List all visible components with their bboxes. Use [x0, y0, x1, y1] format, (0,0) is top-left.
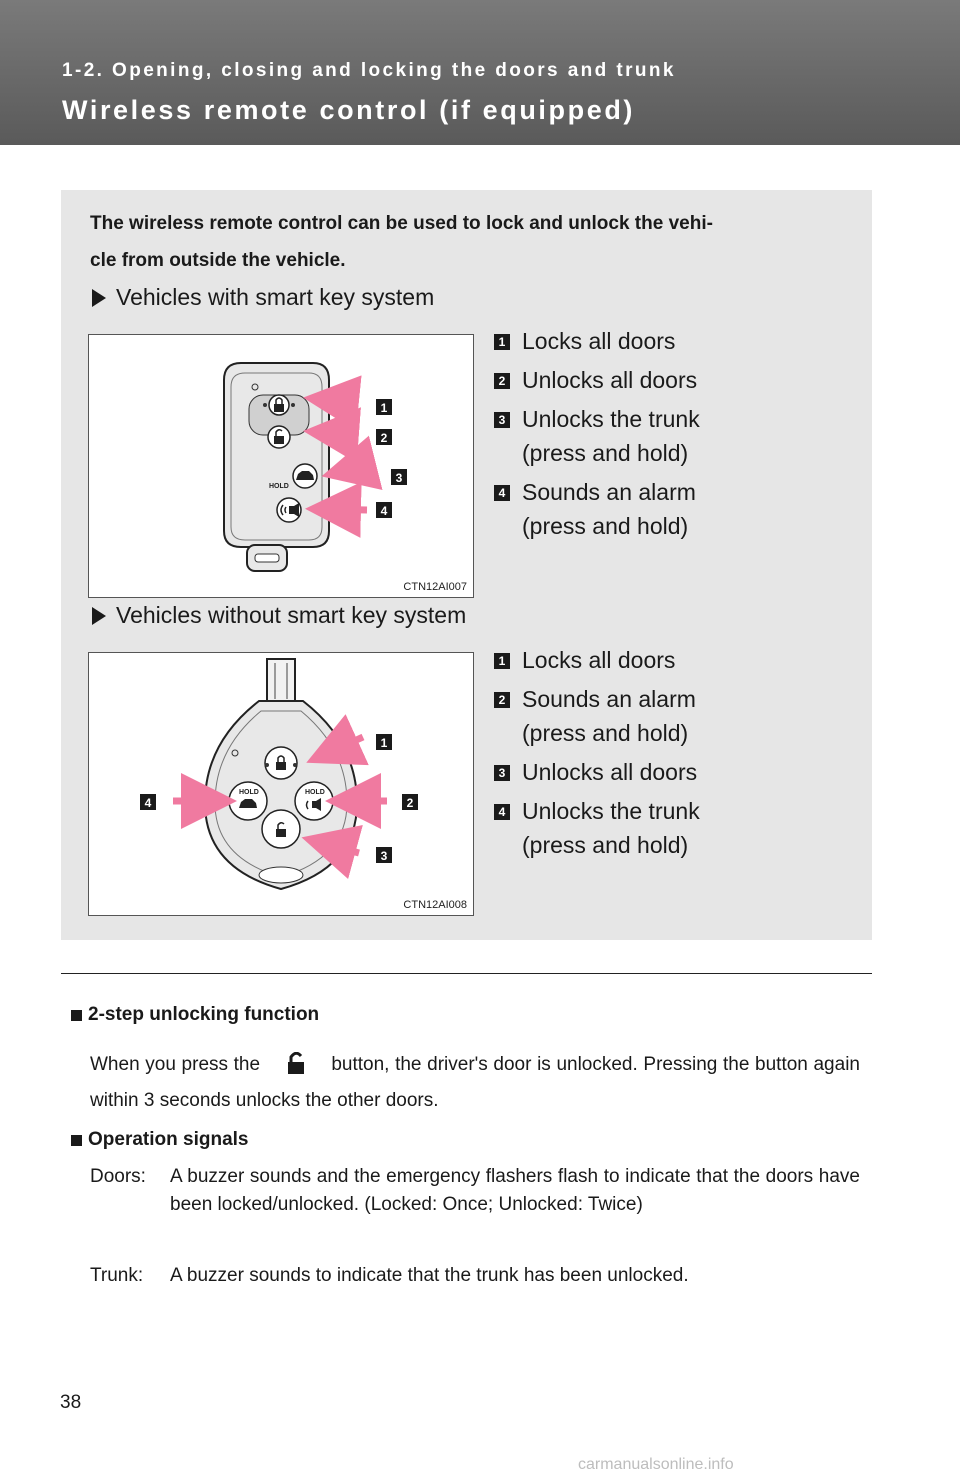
number-badge: 2 — [494, 692, 510, 708]
smart-key-illustration — [89, 335, 473, 597]
list-item-text: Sounds an alarm (press and hold) — [522, 479, 696, 539]
list-item-text: Locks all doors — [522, 647, 676, 673]
no-smart-key-heading — [92, 602, 466, 629]
square-bullet-icon — [71, 1010, 82, 1021]
list-item-text: Locks all doors — [522, 328, 676, 354]
operation-signals-heading — [71, 1129, 248, 1151]
signal-text: A buzzer sounds to indicate that the trunk has been unlocked. — [170, 1265, 689, 1286]
number-badge: 4 — [494, 804, 510, 820]
signal-label: Doors: — [90, 1166, 146, 1187]
smart-key-callout-1: 1 — [380, 401, 388, 415]
triangle-bullet-icon — [92, 289, 106, 307]
smart-key-callout-2: 2 — [380, 431, 388, 445]
list-item — [494, 402, 854, 470]
list-item-text: Sounds an alarm (press and hold) — [522, 686, 696, 746]
number-badge: 3 — [494, 765, 510, 781]
no-smart-key-hold-label-left: HOLD — [239, 789, 259, 796]
two-step-text-after: button, the driver's door is unlocked. Pressing the button again within 3 seconds unlocks the other doors. — [90, 1054, 860, 1111]
operation-signals-heading-text: Operation signals — [88, 1129, 249, 1150]
no-smart-key-list — [494, 643, 854, 867]
no-smart-key-callout-1: 1 — [380, 736, 388, 750]
smart-key-heading — [92, 284, 434, 311]
signal-label: Trunk: — [90, 1265, 144, 1286]
no-smart-key-figure — [88, 652, 474, 916]
smart-key-callout-3: 3 — [395, 471, 403, 485]
number-badge: 2 — [494, 373, 510, 389]
section-divider — [61, 973, 872, 974]
no-smart-key-figure-code: CTN12AI008 — [403, 899, 467, 911]
smart-key-heading-text: Vehicles with smart key system — [116, 284, 435, 310]
page-header — [0, 0, 960, 145]
smart-key-callout-4: 4 — [380, 504, 388, 518]
page-number: 38 — [60, 1392, 82, 1413]
two-step-heading-text: 2-step unlocking function — [88, 1004, 320, 1025]
list-item-text: Unlocks all doors — [522, 759, 698, 785]
no-smart-key-illustration — [89, 653, 473, 915]
triangle-bullet-icon — [92, 607, 106, 625]
list-item — [494, 324, 854, 358]
smart-key-hold-label: HOLD — [269, 483, 289, 490]
square-bullet-icon — [71, 1135, 82, 1146]
no-smart-key-callout-4: 4 — [144, 796, 152, 810]
two-step-paragraph — [90, 1047, 860, 1119]
list-item-text: Unlocks the trunk (press and hold) — [522, 798, 700, 858]
watermark: carmanualsonline.info — [578, 1456, 734, 1473]
number-badge: 1 — [494, 653, 510, 669]
no-smart-key-heading-text: Vehicles without smart key system — [116, 602, 467, 628]
list-item — [494, 363, 854, 397]
smart-key-list — [494, 324, 854, 548]
smart-key-figure — [88, 334, 474, 598]
list-item-text: Unlocks all doors — [522, 367, 698, 393]
list-item — [494, 643, 854, 677]
list-item — [494, 475, 854, 543]
page-title: Wireless remote control (if equipped) — [62, 95, 636, 125]
number-badge: 3 — [494, 412, 510, 428]
signal-text: A buzzer sounds and the emergency flashers flash to indicate that the doors have been locked/unlocked. (Locked: Once; Unlocked: Twice) — [170, 1166, 860, 1215]
list-item — [494, 794, 854, 862]
signal-row-trunk — [90, 1262, 860, 1290]
intro-text: The wireless remote control can be used to lock and unlock the vehi- cle from outside the vehicle. — [90, 213, 713, 271]
no-smart-key-hold-label-right: HOLD — [305, 789, 325, 796]
two-step-text-before: When you press the — [90, 1054, 261, 1075]
unlock-icon — [266, 1052, 326, 1074]
list-item — [494, 682, 854, 750]
no-smart-key-callout-3: 3 — [380, 849, 388, 863]
two-step-heading — [71, 1004, 319, 1026]
list-item-text: Unlocks the trunk (press and hold) — [522, 406, 700, 466]
no-smart-key-callout-2: 2 — [406, 796, 414, 810]
list-item — [494, 755, 854, 789]
number-badge: 1 — [494, 334, 510, 350]
section-label: 1-2. Opening, closing and locking the doors and trunk — [62, 60, 676, 81]
number-badge: 4 — [494, 485, 510, 501]
smart-key-figure-code: CTN12AI007 — [403, 581, 467, 593]
signal-row-doors — [90, 1163, 860, 1219]
